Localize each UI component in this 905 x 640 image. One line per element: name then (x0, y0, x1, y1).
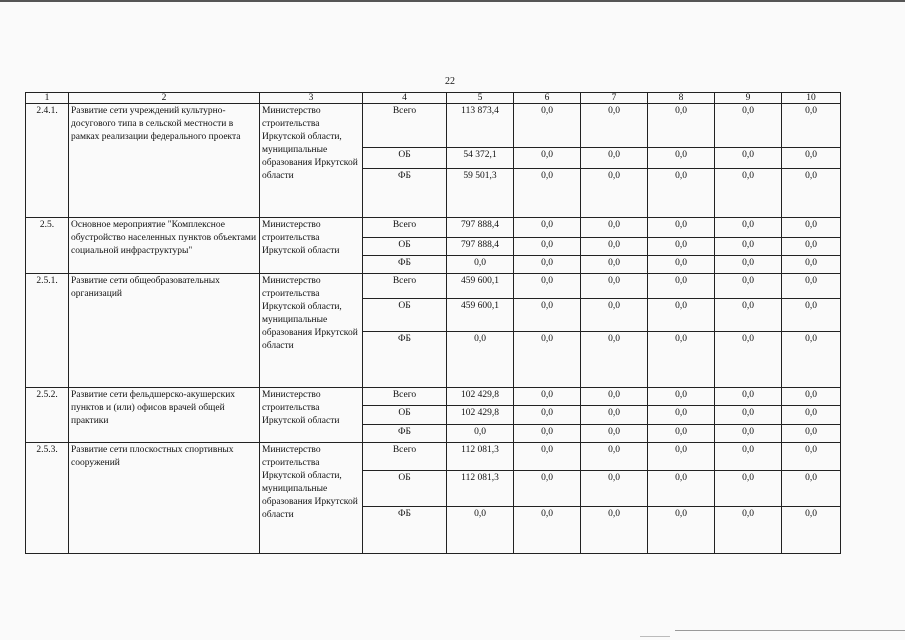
value-cell: 0,0 (581, 238, 648, 256)
value-cell: 0,0 (581, 388, 648, 406)
funding-source: Всего (363, 388, 447, 406)
value-cell: 459 600,1 (447, 274, 514, 299)
value-cell: 54 372,1 (447, 148, 514, 169)
header-cell: 4 (363, 93, 447, 104)
value-cell: 0,0 (782, 443, 841, 471)
value-cell: 0,0 (782, 218, 841, 238)
header-cell: 5 (447, 93, 514, 104)
activity-name: Развитие сети плоскостных спортивных сооружений (69, 443, 260, 554)
value-cell: 0,0 (715, 218, 782, 238)
value-cell: 0,0 (782, 169, 841, 218)
header-cell: 1 (26, 93, 69, 104)
value-cell: 0,0 (715, 471, 782, 507)
activity-name: Развитие сети учреждений культурно-досугового типа в сельской местности в рамках реализации федерального проекта (69, 104, 260, 218)
scan-edge-line (675, 630, 905, 631)
value-cell: 0,0 (648, 443, 715, 471)
value-cell: 0,0 (715, 238, 782, 256)
value-cell: 112 081,3 (447, 443, 514, 471)
header-cell: 8 (648, 93, 715, 104)
value-cell: 0,0 (715, 104, 782, 148)
value-cell: 0,0 (715, 388, 782, 406)
value-cell: 113 873,4 (447, 104, 514, 148)
header-cell: 7 (581, 93, 648, 104)
value-cell: 0,0 (581, 332, 648, 388)
value-cell: 0,0 (715, 274, 782, 299)
value-cell: 0,0 (581, 169, 648, 218)
funding-source: ФБ (363, 256, 447, 274)
responsible-org: Министерство строительства Иркутской области, муниципальные образования Иркутской области (260, 274, 363, 388)
value-cell: 0,0 (581, 274, 648, 299)
row-number: 2.5.2. (26, 388, 69, 443)
value-cell: 0,0 (648, 471, 715, 507)
value-cell: 0,0 (581, 218, 648, 238)
activity-name: Развитие сети фельдшерско-акушерских пунктов и (или) офисов врачей общей практики (69, 388, 260, 443)
value-cell: 0,0 (715, 256, 782, 274)
value-cell: 0,0 (715, 148, 782, 169)
value-cell: 0,0 (715, 169, 782, 218)
funding-source: ОБ (363, 299, 447, 332)
table-row (26, 104, 841, 148)
value-cell: 0,0 (782, 299, 841, 332)
value-cell: 0,0 (514, 425, 581, 443)
funding-source: ОБ (363, 406, 447, 425)
value-cell: 0,0 (581, 425, 648, 443)
value-cell: 0,0 (514, 443, 581, 471)
value-cell: 0,0 (715, 507, 782, 554)
header-cell: 10 (782, 93, 841, 104)
value-cell: 0,0 (782, 238, 841, 256)
table-row (26, 443, 841, 471)
funding-source: Всего (363, 443, 447, 471)
value-cell: 0,0 (581, 507, 648, 554)
value-cell: 0,0 (715, 299, 782, 332)
value-cell: 0,0 (782, 256, 841, 274)
value-cell: 0,0 (581, 148, 648, 169)
header-row (26, 93, 841, 104)
value-cell: 0,0 (514, 218, 581, 238)
value-cell: 0,0 (782, 274, 841, 299)
value-cell: 0,0 (782, 425, 841, 443)
funding-source: ФБ (363, 169, 447, 218)
value-cell: 0,0 (782, 104, 841, 148)
activity-name: Основное мероприятие "Комплексное обустройство населенных пунктов объектами социальной инфраструктуры" (69, 218, 260, 274)
value-cell: 0,0 (514, 148, 581, 169)
funding-source: Всего (363, 104, 447, 148)
value-cell: 112 081,3 (447, 471, 514, 507)
value-cell: 0,0 (782, 471, 841, 507)
value-cell: 0,0 (514, 238, 581, 256)
responsible-org: Министерство строительства Иркутской области, муниципальные образования Иркутской области (260, 443, 363, 554)
header-cell: 9 (715, 93, 782, 104)
value-cell: 0,0 (581, 406, 648, 425)
value-cell: 0,0 (514, 406, 581, 425)
table-row (26, 274, 841, 299)
value-cell: 0,0 (447, 332, 514, 388)
row-number: 2.5.3. (26, 443, 69, 554)
value-cell: 0,0 (648, 406, 715, 425)
value-cell: 0,0 (648, 169, 715, 218)
value-cell: 0,0 (782, 406, 841, 425)
responsible-org: Министерство строительства Иркутской области (260, 388, 363, 443)
value-cell: 0,0 (782, 148, 841, 169)
value-cell: 0,0 (514, 299, 581, 332)
value-cell: 0,0 (715, 406, 782, 425)
value-cell: 102 429,8 (447, 406, 514, 425)
value-cell: 0,0 (514, 388, 581, 406)
value-cell: 0,0 (581, 256, 648, 274)
value-cell: 0,0 (715, 425, 782, 443)
value-cell: 0,0 (581, 443, 648, 471)
value-cell: 59 501,3 (447, 169, 514, 218)
value-cell: 797 888,4 (447, 238, 514, 256)
value-cell: 0,0 (648, 104, 715, 148)
table-row (26, 388, 841, 406)
header-cell: 2 (69, 93, 260, 104)
budget-table (25, 92, 841, 554)
value-cell: 0,0 (447, 507, 514, 554)
value-cell: 0,0 (514, 471, 581, 507)
funding-source: ФБ (363, 332, 447, 388)
value-cell: 0,0 (648, 148, 715, 169)
scan-edge-line (640, 636, 670, 637)
value-cell: 0,0 (581, 104, 648, 148)
value-cell: 0,0 (581, 471, 648, 507)
value-cell: 0,0 (715, 443, 782, 471)
value-cell: 0,0 (648, 332, 715, 388)
funding-source: ФБ (363, 507, 447, 554)
value-cell: 0,0 (514, 256, 581, 274)
value-cell: 0,0 (514, 104, 581, 148)
funding-source: Всего (363, 218, 447, 238)
funding-source: ОБ (363, 238, 447, 256)
value-cell: 0,0 (514, 274, 581, 299)
value-cell: 0,0 (648, 299, 715, 332)
value-cell: 0,0 (514, 332, 581, 388)
value-cell: 0,0 (648, 425, 715, 443)
row-number: 2.5.1. (26, 274, 69, 388)
top-edge-line (0, 0, 905, 2)
value-cell: 0,0 (782, 388, 841, 406)
value-cell: 0,0 (648, 238, 715, 256)
row-number: 2.4.1. (26, 104, 69, 218)
header-cell: 6 (514, 93, 581, 104)
value-cell: 0,0 (782, 507, 841, 554)
value-cell: 0,0 (648, 388, 715, 406)
responsible-org: Министерство строительства Иркутской области (260, 218, 363, 274)
responsible-org: Министерство строительства Иркутской области, муниципальные образования Иркутской области (260, 104, 363, 218)
activity-name: Развитие сети общеобразовательных организаций (69, 274, 260, 388)
value-cell: 0,0 (648, 507, 715, 554)
value-cell: 0,0 (648, 274, 715, 299)
value-cell: 0,0 (715, 332, 782, 388)
value-cell: 0,0 (447, 256, 514, 274)
funding-source: ОБ (363, 148, 447, 169)
value-cell: 0,0 (648, 256, 715, 274)
value-cell: 0,0 (514, 507, 581, 554)
value-cell: 0,0 (782, 332, 841, 388)
funding-source: Всего (363, 274, 447, 299)
header-cell: 3 (260, 93, 363, 104)
table-row (26, 218, 841, 238)
value-cell: 0,0 (581, 299, 648, 332)
value-cell: 0,0 (447, 425, 514, 443)
value-cell: 0,0 (514, 169, 581, 218)
value-cell: 797 888,4 (447, 218, 514, 238)
value-cell: 102 429,8 (447, 388, 514, 406)
funding-source: ОБ (363, 471, 447, 507)
funding-source: ФБ (363, 425, 447, 443)
row-number: 2.5. (26, 218, 69, 274)
value-cell: 0,0 (648, 218, 715, 238)
value-cell: 459 600,1 (447, 299, 514, 332)
page-number: 22 (445, 76, 455, 87)
